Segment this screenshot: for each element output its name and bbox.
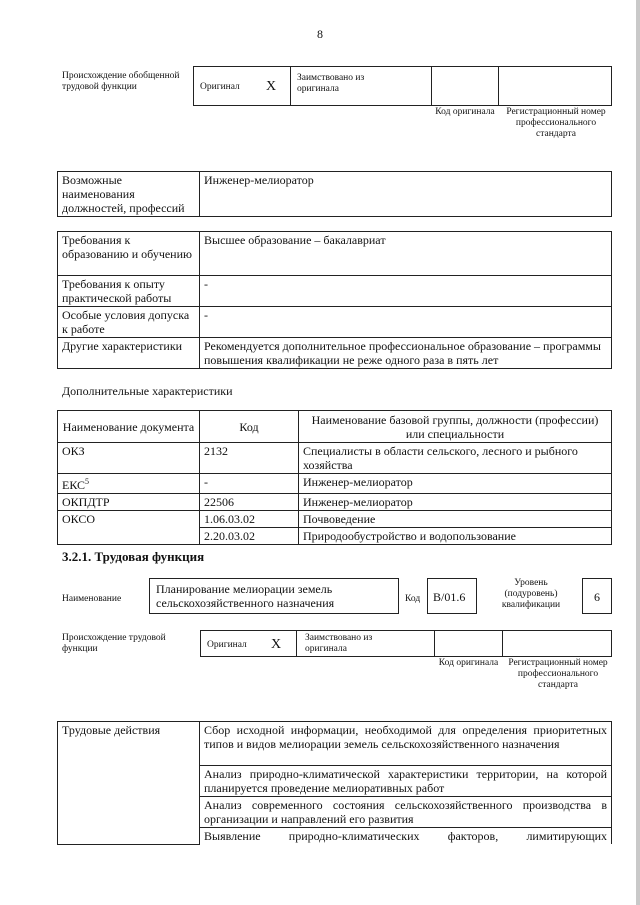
extra-doc: ОКСО xyxy=(58,511,200,528)
req-value: Рекомендуется дополнительное профессиональное образование – программы повышения квалификации не реже одного раза в пять лет xyxy=(200,338,612,369)
origin2-original-label: Оригинал xyxy=(207,640,247,650)
action-item: Сбор исходной информации, необходимой для определения приоритетных типов и видов мелиорации земель сельскохозяйственного назначения xyxy=(200,722,612,766)
extra-header-name: Наименование базовой группы, должности (профессии) или специальности xyxy=(299,411,612,443)
origin-original-label: Оригинал xyxy=(200,82,240,92)
req-label: Требования к образованию и обучению xyxy=(58,232,200,276)
origin2-reg-caption: Регистрационный номер профессионального стандарта xyxy=(508,658,608,690)
function-level-value: 6 xyxy=(594,590,600,604)
action-item: Выявление природно-климатических факторов, лимитирующих xyxy=(200,828,612,845)
section-title: 3.2.1. Трудовая функция xyxy=(62,549,205,564)
origin2-original-cell xyxy=(200,630,297,657)
req-value: Высшее образование – бакалавриат xyxy=(200,232,612,276)
origin-original-cell xyxy=(193,66,291,106)
origin2-borrowed-label: Заимствовано из оригинала xyxy=(305,633,373,654)
positions-value: Инженер-мелиоратор xyxy=(200,172,612,217)
origin-borrowed-cell xyxy=(290,66,432,106)
extra-name: Почвоведение xyxy=(299,511,612,528)
extra-code: 22506 xyxy=(200,494,299,511)
footnote-mark: 5 xyxy=(85,477,90,486)
req-label: Другие характеристики xyxy=(58,338,200,369)
extra-code: 2.20.03.02 xyxy=(200,528,299,545)
extra-header-code: Код xyxy=(200,411,299,443)
actions-table xyxy=(57,721,612,845)
origin2-code-cell xyxy=(434,630,503,657)
extra-doc xyxy=(58,528,200,545)
function-name-value: Планирование мелиорации земель сельскохозяйственного назначения xyxy=(156,582,335,610)
origin-reg-cell xyxy=(498,66,612,106)
actions-label: Трудовые действия xyxy=(58,722,200,845)
origin2-reg-cell xyxy=(502,630,612,657)
origin-label: Происхождение обобщенной трудовой функции xyxy=(62,71,180,92)
origin-code-caption: Код оригинала xyxy=(435,107,495,117)
function-code-label: Код xyxy=(405,594,421,604)
action-item: Анализ современного состояния сельскохозяйственного производства в организации и направлений его развития xyxy=(200,797,612,828)
function-code-value-box xyxy=(427,578,477,614)
function-name-label: Наименование xyxy=(62,594,122,604)
origin-original-mark: X xyxy=(266,79,277,94)
extra-doc: ОКЗ xyxy=(58,443,200,474)
extra-doc: ОКПДТР xyxy=(58,494,200,511)
function-name-value-box xyxy=(149,578,399,614)
page-number: 8 xyxy=(317,27,323,41)
page-edge-shadow xyxy=(636,0,640,905)
function-level-value-box xyxy=(582,578,612,614)
origin2-label: Происхождение трудовой функции xyxy=(62,633,166,654)
origin2-code-caption: Код оригинала xyxy=(438,658,499,668)
extra-header-doc: Наименование документа xyxy=(58,411,200,443)
positions-table xyxy=(57,171,612,217)
extra-name: Инженер-мелиоратор xyxy=(299,474,612,494)
positions-label: Возможные наименования должностей, профессий xyxy=(58,172,200,217)
origin2-original-mark: X xyxy=(271,637,282,652)
req-value: - xyxy=(200,276,612,307)
origin-borrowed-label: Заимствовано из оригинала xyxy=(297,73,365,94)
req-value: - xyxy=(200,307,612,338)
extra-doc xyxy=(58,474,200,494)
requirements-table xyxy=(57,231,612,369)
req-label: Особые условия допуска к работе xyxy=(58,307,200,338)
origin2-borrowed-cell xyxy=(296,630,435,657)
extra-code: 2132 xyxy=(200,443,299,474)
extra-name: Природообустройство и водопользование xyxy=(299,528,612,545)
extra-name: Инженер-мелиоратор xyxy=(299,494,612,511)
extra-code: - xyxy=(200,474,299,494)
extra-table xyxy=(57,410,612,545)
extra-title: Дополнительные характеристики xyxy=(62,384,233,398)
origin-reg-caption: Регистрационный номер профессионального стандарта xyxy=(506,107,606,139)
req-label: Требования к опыту практической работы xyxy=(58,276,200,307)
function-level-label: Уровень (подуровень) квалификации xyxy=(501,578,561,610)
origin-code-cell xyxy=(431,66,499,106)
extra-doc-text: ЕКС xyxy=(62,478,86,492)
function-code-value: B/01.6 xyxy=(433,590,466,604)
extra-code: 1.06.03.02 xyxy=(200,511,299,528)
extra-name: Специалисты в области сельского, лесного и рыбного хозяйства xyxy=(299,443,612,474)
action-item: Анализ природно-климатической характеристики территории, на которой планируется проведение мелиоративных работ xyxy=(200,766,612,797)
